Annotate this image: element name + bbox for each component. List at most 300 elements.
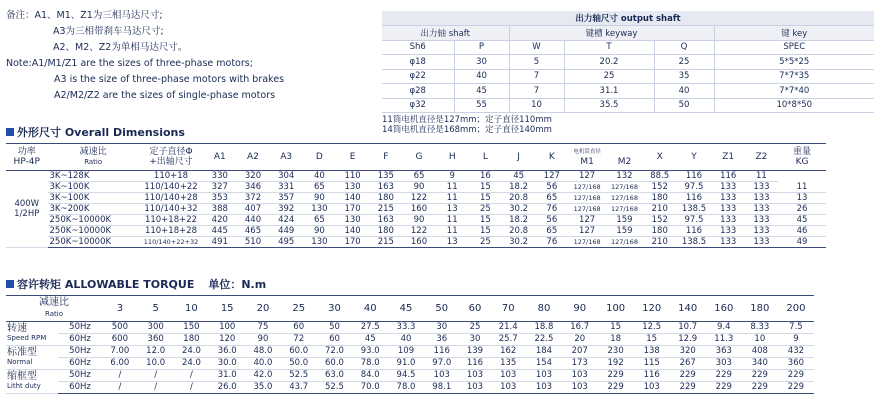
dims-cell: 170 [336,204,369,215]
dims-cell: 353 [203,193,236,204]
dims-cell: 116 [676,171,711,182]
torque-hz-cell: 60Hz [58,334,102,346]
torque-ratio-cell: 25 [281,296,317,322]
dims-cell: 160 [402,237,435,248]
dims-cell: 16 [469,171,502,182]
torque-cell: 115 [634,358,670,370]
torque-cell: 363 [706,346,742,358]
shaft-group-shaft: 出力轴 shaft [382,26,509,41]
dims-cell: 15 [469,215,502,226]
dims-cell: 372 [236,193,269,204]
torque-row [6,322,814,334]
dims-cell: 250K~10000K [48,215,139,226]
torque-cell: 229 [742,382,778,394]
torque-cell: 229 [598,382,634,394]
shaft-cell: 5*5*25 [714,55,874,70]
dims-cell: 304 [270,171,303,182]
torque-cell: 72.0 [317,346,353,358]
torque-row [6,370,814,382]
dims-cell: 45 [778,215,826,226]
torque-row [6,334,814,346]
torque-cell: 18.8 [526,322,562,334]
dims-cell: 20.8 [502,193,535,204]
dims-cell: 110+18+28 [139,226,203,237]
note-line-3: A2、M2、Z2为单相马达尺寸。 [53,42,188,53]
torque-cell: 42.0 [245,370,281,382]
dims-cell: 46 [778,226,826,237]
motor-diameter-note [382,116,552,135]
dims-cell: 40 [303,171,336,182]
torque-ratio-cell: 30 [317,296,353,322]
dims-cell: 495 [270,237,303,248]
torque-ratio-cell: 10 [174,296,210,322]
dims-cell: 13 [436,204,469,215]
dims-cell: 13 [436,237,469,248]
dims-cell: 215 [369,204,402,215]
dims-cell: 127/168 [568,204,605,215]
shaft-cell: φ32 [382,98,454,113]
torque-ratio-cell: 80 [526,296,562,322]
torque-cell: 408 [742,346,778,358]
dims-cell: 56 [535,215,568,226]
torque-ratio-cell: 50 [424,296,460,322]
dim-col-header: Y [676,144,711,171]
dims-cell: 133 [712,193,745,204]
power-cell: 400W 1/2HP [6,171,48,248]
torque-cell: 103 [460,370,491,382]
torque-cell: / [138,370,174,382]
torque-cell: 90 [245,334,281,346]
torque-ratio-cell: 160 [706,296,742,322]
torque-cell: 9 [778,334,814,346]
torque-cell: 229 [778,382,814,394]
torque-cell: 50.0 [281,358,317,370]
torque-cell: 138 [634,346,670,358]
dims-cell: 116 [712,171,745,182]
dims-cell: 331 [270,182,303,193]
torque-cell: 60.0 [317,358,353,370]
torque-cell: 50 [317,322,353,334]
torque-cell: 12.5 [634,322,670,334]
shaft-header-row [382,40,874,55]
dims-cell: 133 [712,204,745,215]
torque-ratio-cell: 3 [102,296,138,322]
shaft-col-header: Q [654,40,714,55]
dims-cell: 90 [402,215,435,226]
note-line-1: 备注：A1、M1、Z1为三相马达尺寸; [6,10,163,21]
dims-cell: 11 [436,215,469,226]
torque-cell: 229 [598,370,634,382]
dims-cell: 133 [712,182,745,193]
dim-col-header: G [402,144,435,171]
dims-cell: 127/168 [568,182,605,193]
shaft-cell: 7*7*35 [714,69,874,84]
shaft-cell: 55 [454,98,509,113]
dims-cell: 160 [402,204,435,215]
torque-row [6,358,814,370]
dims-cell: 76 [535,204,568,215]
torque-cell: 21.4 [490,322,526,334]
dims-cell: 127/168 [568,237,605,248]
shaft-row [382,84,874,99]
section-square-icon [6,128,14,136]
motor-note-line: 11筒电机直径是127mm；定子直径110mm [382,115,552,125]
torque-cell: 60 [281,322,317,334]
torque-cell: 31.0 [209,370,245,382]
torque-group-label: 转速 Speed RPM [6,322,58,346]
torque-cell: 25 [460,322,491,334]
torque-cell: 229 [670,370,706,382]
shaft-row [382,69,874,84]
dim-col-header: F [369,144,402,171]
dims-cell: 122 [402,226,435,237]
dims-cell: 116 [676,193,711,204]
dims-cell: 465 [236,226,269,237]
torque-group-label: 缩框型 Litht duty [6,370,58,394]
dims-cell: 15 [469,182,502,193]
dim-col-header: L [469,144,502,171]
dim-col-header: J [502,144,535,171]
dims-cell: 133 [745,215,778,226]
dims-cell: 357 [270,193,303,204]
dims-cell: 140 [336,226,369,237]
torque-cell: 360 [778,358,814,370]
dims-cell: 11 [745,171,778,182]
dims-cell: 424 [270,215,303,226]
dims-cell: 163 [369,215,402,226]
torque-cell: 229 [742,370,778,382]
torque-cell: 7.00 [102,346,138,358]
dims-section-title: 外形尺寸 Overall Dimensions [6,124,185,140]
dims-cell: 88.5 [643,171,676,182]
torque-cell: 24.0 [174,346,210,358]
dims-cell: 159 [606,215,643,226]
note-line-5: A3 is the size of three-phase motors with brakes [54,74,285,85]
dim-col-header: E [336,144,369,171]
dims-cell: 138.5 [676,204,711,215]
torque-row [6,382,814,394]
shaft-title-row [382,11,874,26]
ratio-header: 减速比 Ratio [48,144,139,171]
dims-cell: 127/168 [568,193,605,204]
torque-cell: 267 [670,358,706,370]
torque-group-label: 标准型 Normal [6,346,58,370]
shaft-cell: 7*7*40 [714,84,874,99]
shaft-title: 出力轴尺寸 output shaft [382,11,874,26]
dims-cell: 65 [535,193,568,204]
torque-cell: 100 [209,322,245,334]
dims-cell: 250K~10000K [48,237,139,248]
dims-cell: 127 [568,171,605,182]
torque-ratio-cell: 90 [562,296,598,322]
torque-cell: 35.0 [245,382,281,394]
torque-cell: 16.7 [562,322,598,334]
shaft-cell: 50 [654,98,714,113]
dims-cell: 65 [303,215,336,226]
torque-hz-cell: 50Hz [58,346,102,358]
dims-cell: 130 [303,237,336,248]
dims-header-row [6,144,826,171]
dim-col-header: M2 [606,144,643,171]
torque-cell: / [174,382,210,394]
torque-cell: 360 [138,334,174,346]
torque-table [6,295,814,394]
dims-cell: 127/168 [606,193,643,204]
dims-cell: 346 [236,182,269,193]
torque-cell: 320 [670,346,706,358]
torque-cell: 116 [634,370,670,382]
torque-cell: 15 [634,334,670,346]
torque-cell: 43.7 [281,382,317,394]
torque-cell: 10.0 [138,358,174,370]
dims-cell: 11 [778,182,826,193]
shaft-cell: 10 [509,98,564,113]
torque-cell: 33.3 [388,322,424,334]
torque-ratio-cell: 20 [245,296,281,322]
dims-cell: 76 [535,237,568,248]
torque-cell: 24.0 [174,358,210,370]
power-header: 功率 HP-4P [6,144,48,171]
torque-cell: 40 [388,334,424,346]
dims-cell: 18.2 [502,182,535,193]
torque-ratio-cell: 45 [388,296,424,322]
dims-cell: 510 [236,237,269,248]
dims-cell: 180 [369,226,402,237]
shaft-cell: 45 [454,84,509,99]
dims-cell: 3K~128K [48,171,139,182]
dims-cell: 3K~100K [48,182,139,193]
dims-cell: 26 [778,204,826,215]
dims-cell: 127/168 [606,237,643,248]
shaft-cell: φ18 [382,55,454,70]
dim-col-header: Z1 [712,144,745,171]
dims-cell: 135 [369,171,402,182]
dims-row [6,215,826,226]
dims-cell: 163 [369,182,402,193]
shaft-cell: 35 [654,69,714,84]
dims-cell: 491 [203,237,236,248]
torque-cell: 229 [778,370,814,382]
shaft-col-header: T [564,40,654,55]
shaft-group-keyway: 键槽 keyway [509,26,714,41]
note-line-6: A2/M2/Z2 are the sizes of single-phase motors [54,90,276,101]
torque-header-row [6,296,814,322]
shaft-cell: 20.2 [564,55,654,70]
torque-ratio-header: 减速比 Ratio [6,296,102,322]
torque-row [6,346,814,358]
dims-row [6,204,826,215]
shaft-col-header: Sh6 [382,40,454,55]
torque-cell: 192 [598,358,634,370]
dims-cell: 133 [745,193,778,204]
shaft-cell: 35.5 [564,98,654,113]
torque-cell: 116 [460,358,491,370]
shaft-row [382,55,874,70]
dims-cell: 407 [236,204,269,215]
torque-cell: 180 [174,334,210,346]
dims-cell: 180 [643,193,676,204]
torque-cell: 500 [102,322,138,334]
torque-cell: 103 [562,382,598,394]
torque-cell: 184 [526,346,562,358]
dims-cell: 133 [712,237,745,248]
torque-cell: 30 [424,322,460,334]
dims-cell: 215 [369,237,402,248]
torque-cell: 10 [742,334,778,346]
dims-cell: 13 [778,193,826,204]
shaft-col-header: P [454,40,509,55]
dims-cell: 152 [643,182,676,193]
dim-col-header: H [436,144,469,171]
torque-cell: / [138,382,174,394]
torque-cell: 10.7 [670,322,706,334]
torque-cell: 72 [281,334,317,346]
shaft-cell: 10*8*50 [714,98,874,113]
torque-cell: 7.5 [778,322,814,334]
torque-cell: 120 [209,334,245,346]
shaft-cell: 40 [454,69,509,84]
dims-cell: 138.5 [676,237,711,248]
torque-cell: 97.0 [424,358,460,370]
dims-cell: 127 [568,226,605,237]
stator-header: 定子直径Φ +出轴尺寸 [139,144,203,171]
torque-unit: 单位：N.m [208,278,267,291]
torque-cell: 30 [460,334,491,346]
motor-note-line: 14筒电机直径是168mm；定子直径140mm [382,124,552,135]
torque-cell: 52.5 [317,382,353,394]
dims-cell: 65 [535,226,568,237]
torque-cell: 27.5 [352,322,388,334]
dims-cell: 3K~200K [48,204,139,215]
torque-cell: 229 [670,382,706,394]
dim-col-header: K [535,144,568,171]
torque-cell: 52.5 [281,370,317,382]
dims-cell: 130 [336,215,369,226]
torque-cell: 60 [317,334,353,346]
torque-cell: 300 [138,322,174,334]
dims-row [6,226,826,237]
torque-ratio-cell: 100 [598,296,634,322]
torque-cell: 230 [598,346,634,358]
dims-cell: 330 [203,171,236,182]
dims-cell: 65 [303,182,336,193]
torque-ratio-cell: 120 [634,296,670,322]
torque-cell: 36.0 [209,346,245,358]
dims-cell: 110+18+22 [139,215,203,226]
torque-hz-cell: 60Hz [58,358,102,370]
dims-cell: 170 [336,237,369,248]
dims-cell: 327 [203,182,236,193]
dims-cell: 15 [469,193,502,204]
torque-cell: 36 [424,334,460,346]
shaft-group-row [382,26,874,41]
torque-cell: 18 [598,334,634,346]
output-shaft-table [382,11,874,113]
dims-cell: 445 [203,226,236,237]
shaft-cell: 25 [564,69,654,84]
dims-cell: 127/168 [606,182,643,193]
dims-cell: 122 [402,193,435,204]
torque-cell: 63.0 [317,370,353,382]
torque-cell: 207 [562,346,598,358]
torque-cell: 150 [174,322,210,334]
dims-cell: 132 [606,171,643,182]
torque-ratio-cell: 180 [742,296,778,322]
torque-cell: 26.0 [209,382,245,394]
torque-cell: 20 [562,334,598,346]
dims-cell: 152 [643,215,676,226]
torque-cell: 103 [526,370,562,382]
torque-cell: 22.5 [526,334,562,346]
dims-cell: 20.8 [502,226,535,237]
torque-cell: 116 [424,346,460,358]
torque-ratio-cell: 40 [352,296,388,322]
torque-hz-cell: 50Hz [58,322,102,334]
torque-cell: 103 [526,382,562,394]
torque-cell: 303 [706,358,742,370]
torque-cell: 340 [742,358,778,370]
torque-cell: 78.0 [388,382,424,394]
shaft-cell: 30 [454,55,509,70]
dims-cell: 97.5 [676,215,711,226]
dim-col-header: A1 [203,144,236,171]
dims-cell: 116 [676,226,711,237]
dims-cell: 97.5 [676,182,711,193]
dims-cell: 133 [712,215,745,226]
torque-cell: 103 [634,382,670,394]
shaft-col-header: W [509,40,564,55]
dims-cell: 440 [236,215,269,226]
dims-cell: 90 [303,226,336,237]
dims-cell: 110+18 [139,171,203,182]
note-line-4: Note:A1/M1/Z1 are the sizes of three-phase motors; [6,58,253,69]
torque-ratio-cell: 5 [138,296,174,322]
dims-cell: 11 [436,193,469,204]
torque-cell: 8.33 [742,322,778,334]
dims-cell: 210 [643,204,676,215]
torque-cell: / [174,370,210,382]
note-line-2: A3为三相带刹车马达尺寸; [53,26,164,37]
shaft-row [382,98,874,113]
torque-cell: / [102,382,138,394]
torque-cell: 9.4 [706,322,742,334]
dim-col-header: A2 [236,144,269,171]
dims-row [6,182,826,193]
torque-cell: 109 [388,346,424,358]
dims-cell: 320 [236,171,269,182]
dim-col-header: Z2 [745,144,778,171]
shaft-cell: φ22 [382,69,454,84]
dims-row [6,237,826,248]
torque-hz-cell: 50Hz [58,370,102,382]
torque-cell: 91.0 [388,358,424,370]
dims-cell: 9 [436,171,469,182]
dims-cell: 127/168 [606,204,643,215]
dims-cell: 110/140+32 [139,204,203,215]
dims-cell: 110/140+28 [139,193,203,204]
dim-col-header: 电机筒直径 M1 [568,144,605,171]
shaft-group-key: 键 key [714,26,874,41]
torque-cell: 84.0 [352,370,388,382]
torque-cell: 75 [245,322,281,334]
dims-cell: 388 [203,204,236,215]
torque-ratio-cell: 70 [490,296,526,322]
torque-ratio-cell: 140 [670,296,706,322]
torque-hz-cell: 60Hz [58,382,102,394]
torque-cell: 12.0 [138,346,174,358]
torque-cell: 12.9 [670,334,706,346]
dims-cell: 140 [336,193,369,204]
